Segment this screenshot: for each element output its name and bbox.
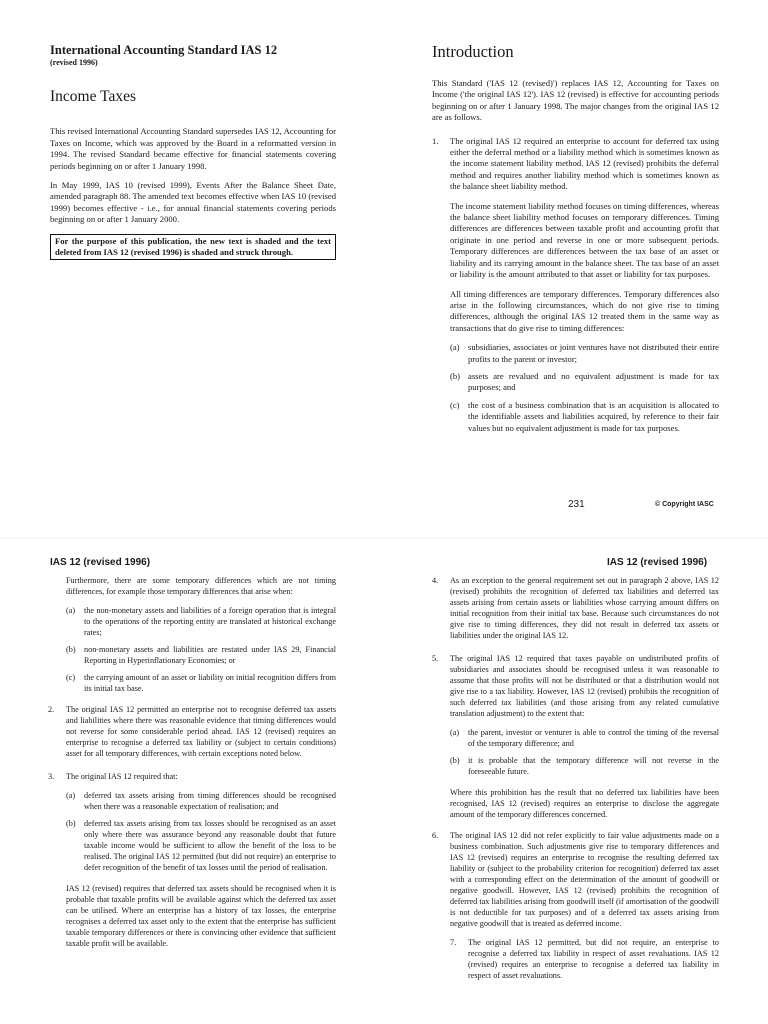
numbered-item-2 [48,704,336,759]
sub-item-label: (b) [66,645,76,654]
numbered-item-7 [432,937,719,981]
item-number: 5. [432,654,439,663]
page-divider [0,538,768,539]
sub-item-text: non-monetary assets and liabilities are restated under IAS 29, Financial Reporting in Hyperinflationary Economies; or [84,645,336,665]
numbered-item-1 [432,136,719,193]
sub-item-label: (b) [450,370,461,381]
introduction-heading: Introduction [432,42,514,61]
boxed-publication-note: For the purpose of this publication, the new text is shaded and the text deleted from IAS 12 (revised 1996) is shaded and struck through. [50,234,336,261]
standard-subtitle: (revised 1996) [50,58,98,67]
sub-item-label: (a) [450,728,460,737]
sub-item-text: the parent, investor or venturer is able to control the timing of the reversal of the temporary difference; and [468,728,719,748]
page1-left-column [50,43,336,260]
sub-item-text: the carrying amount of an asset or liability on initial recognition differs from its initial tax base. [84,673,336,693]
sub-item-text: the non-monetary assets and liabilities of a foreign operation that is integral to the operations of the reporting entity are translated at historical exchange rates; [84,606,336,637]
sub-item-text: subsidiaries, associates or joint ventures have not distributed their entire profits to the parent or investor; [468,342,719,364]
item-text: The original IAS 12 did not refer explicitly to fair value adjustments made on a business combination. Such adjustments give rise to temporary differences and IAS 12 (revised) requires an enterprise to recognise the resulting deferred tax liability or (subject to the probability criterion for recognition) deferred tax asset with a corresponding effect on the determination of the amount of goodwill or negative goodwill. However, IAS 12 (revised) prohibits the recognition of deferred tax liabilities arising from goodwill itself (if amortisation of the goodwill is not deductible for tax purposes) and of a deferred tax assets arising from negative goodwill that is treated as deferred income. [450,831,719,928]
sub-item-b [450,371,719,394]
sub-item-b [66,818,336,873]
page1-right-column [432,43,719,440]
paragraph-revision-note: This revised International Accounting Standard supersedes IAS 12, Accounting for Taxes on Income, which was approved by the Board in a reformatted version in 1994. The revised Standard became effective for financial statements covering periods beginning on or after 1 January 1998. [50,126,336,171]
sub-item-a [66,790,336,812]
sub-item-label: (b) [66,819,76,828]
item-text: The original IAS 12 required that: [66,772,178,781]
sub-item-label: (a) [450,342,460,353]
numbered-item-3 [48,771,336,782]
running-head-right: IAS 12 (revised 1996) [607,557,708,568]
sub-item-text: deferred tax assets arising from timing differences should be recognised when there was a reasonable expectation of realisation; and [84,791,336,811]
item-number: 6. [432,831,439,840]
sub-item-text: it is probable that the temporary difference will not reverse in the foreseeable future. [468,756,719,776]
sub-item-label: (c) [66,673,76,682]
sub-item-label: (b) [450,756,460,765]
item-text: The original IAS 12 required that taxes payable on undistributed profits of subsidiaries and associates should be recognised unless it was reasonable to assume that those profits will not be distributed or that a distribution would not give rise to a tax liability. However, IAS 12 (revised) prohibits the recognition of such deferred tax liabilities (and those arising from any related cumulative translation adjustment) to the extent that: [450,654,719,718]
item-number: 1. [432,135,439,146]
item-number: 3. [48,772,55,781]
item-text: The original IAS 12 permitted an enterprise not to recognise deferred tax assets and liabilities where there was reasonable evidence that timing differences would not reverse for some considerable period ahead. IAS 12 (revised) requires an enterprise to recognise a deferred tax liability or (subject to certain conditions) asset for all temporary differences, with certain exceptions noted below. [66,705,336,758]
numbered-item-4 [432,575,719,641]
standard-title: International Accounting Standard IAS 12 [50,43,278,57]
numbered-item-5 [432,653,719,719]
item3-paragraph-2: IAS 12 (revised) requires that deferred tax assets should be recognised when it is probable that taxable profits will be available against which the deferred tax asset can be utilised. Where an enterprise has a history of tax losses, the enterprise recognises a deferred tax asset only to the extent that the enterprise has sufficient taxable temporary differences or there is convincing other evidence that sufficient taxable profit will be available. [66,884,336,948]
page2-left-column [48,575,336,957]
paragraph-temporary-differences: Furthermore, there are some temporary differences which are not timing differences, for example those temporary differences that arise when: [66,576,336,596]
sub-item-a [450,342,719,365]
section-heading-income-taxes: Income Taxes [50,88,136,106]
running-head-left: IAS 12 (revised 1996) [50,557,151,568]
sub-item-label: (a) [66,791,76,800]
numbered-item-6 [432,830,719,929]
sub-item-c [450,400,719,434]
item-text: The original IAS 12 required an enterprise to account for deferred tax using either the deferral method or a liability method which is sometimes known as the income statement liability method. IAS 12 (revised) prohibits the deferral method and requires another liability method which is sometimes known as the balance sheet liability method. [450,135,719,192]
introduction-paragraph: This Standard ('IAS 12 (revised)') replaces IAS 12, Accounting for Taxes on Income ('the original IAS 12'). IAS 12 (revised) is effective for accounting periods beginning on or after 1 January 1998. The major changes from the original IAS 12 are as follows. [432,78,719,123]
item1-paragraph-3: All timing differences are temporary differences. Temporary differences also arise in the following circumstances, which do not give rise to timing differences, although the original IAS 12 treated them in the same way as transactions that do give rise to timing differences: [450,288,719,333]
sub-item-label: (a) [66,606,76,615]
sub-item-b [450,755,719,777]
item-text: As an exception to the general requirement set out in paragraph 2 above, IAS 12 (revised) prohibits the recognition of deferred tax liabilities and deferred tax assets arising from certain assets or liabilities whose carrying amount differs on initial recognition from their initial tax base. Because such circumstances do not give rise to timing differences, they did not result in deferred tax assets or liabilities under the original IAS 12. [450,576,719,640]
item5-paragraph-2: Where this prohibition has the result that no deferred tax liabilities have been recognised, IAS 12 (revised) requires an enterprise to disclose the aggregate amount of the temporary differences concerned. [450,788,719,819]
page-number: 231 [568,499,585,510]
sub-item-text: the cost of a business combination that is an acquisition is allocated to the identifiable assets and liabilities acquired, by reference to their fair values but no equivalent adjustment is made for tax purposes. [468,399,719,433]
page2-right-column [432,575,719,989]
paragraph-amendment-note: In May 1999, IAS 10 (revised 1999), Events After the Balance Sheet Date, amended paragraph 88. The amended text becomes effective when IAS 10 (revised 1999) becomes effective - i.e., for annual financial statements covering periods beginning on or after 1 January 2000. [50,180,336,225]
sub-item-label: (c) [450,399,460,410]
sub-item-b [66,644,336,666]
item-number: 4. [432,576,439,585]
item-number: 7. [450,938,457,947]
item-number: 2. [48,705,55,714]
item-text: The original IAS 12 permitted, but did not require, an enterprise to recognise a deferred tax liability in respect of asset revaluations. IAS 12 (revised) requires an enterprise to recognise a deferred tax liability in respect of asset revaluations. [468,938,719,980]
sub-item-a [66,605,336,638]
sub-item-text: deferred tax assets arising from tax losses should be recognised as an asset only where there was assurance beyond any reasonable doubt that future taxable income would be sufficient to allow the benefit of the loss to be realised. The original IAS 12 permitted (but did not require) an enterprise to defer recognition of the benefit of tax losses until the period of realisation. [84,819,336,872]
sub-item-a [450,727,719,749]
copyright-notice: © Copyright IASC [655,501,714,508]
sub-item-text: assets are revalued and no equivalent adjustment is made for tax purposes; and [468,370,719,393]
sub-item-c [66,672,336,694]
item1-paragraph-2: The income statement liability method focuses on timing differences, whereas the balance sheet liability method focuses on temporary differences. Timing differences are differences between taxable profit and accounting profit that originate in one period and reverse in one or more subsequent periods. Temporary differences are differences between the tax base of an asset or liability and its carrying amount in the balance sheet. The tax base of an asset or liability is the amount attributed to that asset or liability for tax purposes. [450,200,719,280]
